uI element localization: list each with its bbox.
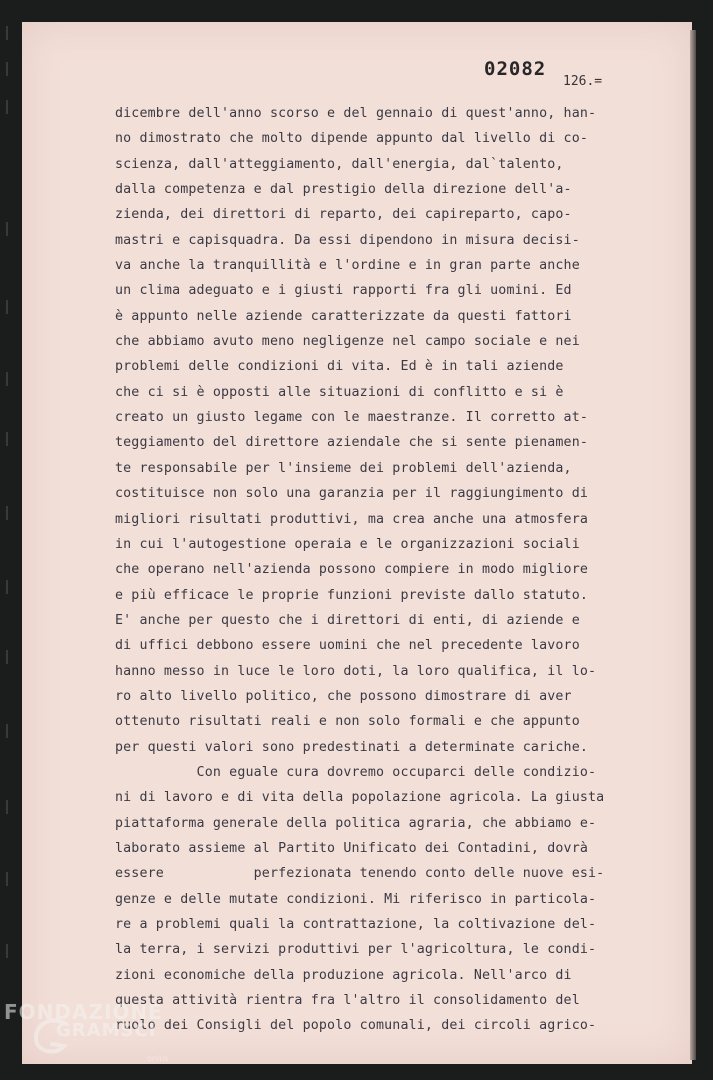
text-line: questa attività rientra fra l'altro il consolidamento del [115,993,580,1009]
watermark-line2: GRAMSCI [56,1020,157,1041]
text-line: in cui l'autogestione operaia e le organizzazioni sociali [115,536,580,552]
text-line: di uffici debbono essere uomini che nel precedente lavoro [115,638,580,654]
text-line: teggiamento del direttore aziendale che si sente pienamen- [115,435,589,451]
text-line: scienza, dall'atteggiamento, dall'energia, dal`talento, [115,156,564,172]
text-line: hanno messo in luce le loro doti, la loro qualifica, il lo- [115,663,597,679]
text-line: dalla competenza e dal prestigio della direzione dell'a- [115,182,572,198]
text-line: dicembre dell'anno scorso e del gennaio di quest'anno, han- [115,106,597,121]
watermark-suffix: onlus [147,1054,169,1063]
text-line: e più efficace le proprie funzioni previste dallo statuto. [115,587,589,603]
text-line: te responsabile per l'insieme dei problemi dell'azienda, [115,460,572,476]
text-line: zioni economiche della produzione agricola. Nell'arco di [115,967,572,983]
text-line: che operano nell'azienda possono compiere in modo migliore [115,562,589,578]
text-line: no dimostrato che molto dipende appunto dal livello di co- [115,131,589,147]
archive-number: 02082 [484,58,547,80]
text-line: che abbiamo avuto meno negligenze nel campo sociale e nei [115,334,580,350]
text-line: ni di lavoro e di vita della popolazione agricola. La giusta [115,790,605,806]
text-line: migliori risultati produttivi, ma crea anche una atmosfera [115,511,589,527]
page-number: 126.= [563,74,603,89]
watermark-logo [4,1000,184,1080]
text-line: per questi valori sono predestinati a determinate cariche. [115,739,589,755]
text-line: problemi delle condizioni di vita. Ed è in tali aziende [115,359,564,375]
text-line: laborato assieme al Partito Unificato dei Contadini, dovrà [115,840,589,856]
text-line: Con eguale cura dovremo occuparci delle condizio- [115,764,597,780]
text-line: costituisce non solo una garanzia per il raggiungimento di [115,486,589,502]
text-line: è appunto nelle aziende caratterizzate da questi fattori [115,308,572,324]
text-line: che ci si è opposti alle situazioni di conflitto e si è [115,384,564,400]
text-line: creato un giusto legame con le maestranze. Il corretto at- [115,410,589,426]
text-line: E' anche per questo che i direttori di enti, di aziende e [115,612,580,628]
text-line: mastri e capisquadra. Da essi dipendono in misura decisi- [115,232,580,248]
text-line: re a problemi quali la contrattazione, la coltivazione del- [115,917,597,932]
text-line: genze e delle mutate condizioni. Mi riferisco in particola- [115,891,597,907]
text-line: la terra, i servizi produttivi per l'agricoltura, le condi- [115,942,597,958]
text-line: ruolo dei Consigli del popolo comunali, dei circoli agrico- [115,1018,597,1034]
text-line: un clima adeguato e i giusti rapporti fra gli uomini. Ed [115,283,572,299]
watermark-line1: FONDAZIONE [4,1000,163,1024]
page-edge [690,30,696,1060]
text-line: ottenuto risultati reali e non solo formali e che appunto [115,714,580,730]
text-line: essere perfezionata tenendo conto delle nuove esi- [115,866,605,882]
document-body [115,101,645,1039]
text-line: ro alto livello politico, che possono dimostrare di aver [115,688,572,704]
text-line: piattaforma generale della politica agraria, che abbiamo e- [115,815,597,831]
binding-marks [2,0,12,1080]
text-line: va anche la tranquillità e l'ordine e in gran parte anche [115,258,580,274]
text-line: zienda, dei direttori di reparto, dei capireparto, capo- [115,207,572,223]
